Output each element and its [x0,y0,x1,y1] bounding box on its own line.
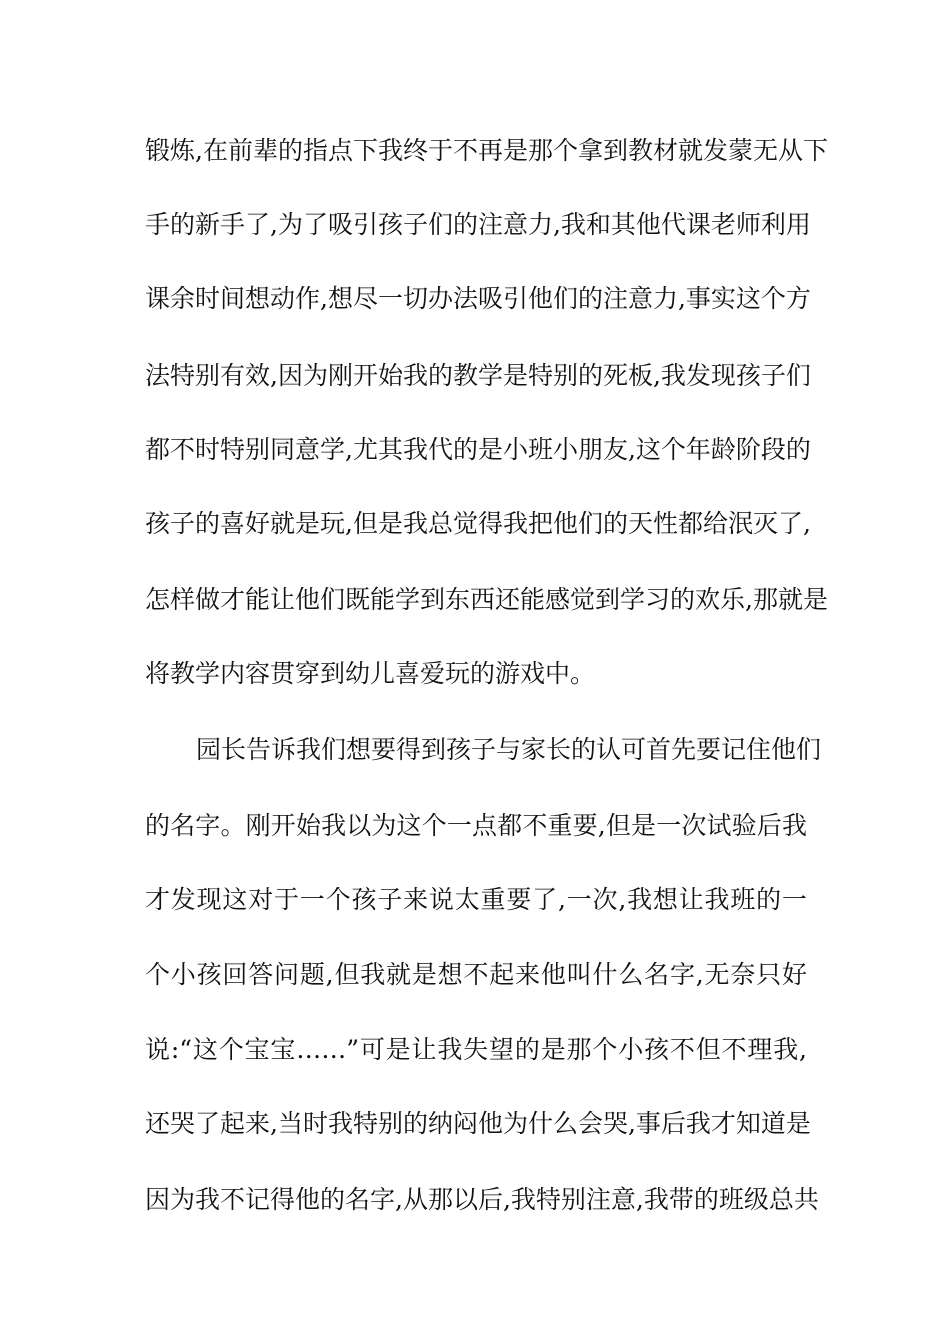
text-line: 将教学内容贯穿到幼儿喜爱玩的游戏中。 [145,659,596,688]
text-line: 怎样做才能让他们既能学到东西还能感觉到学习的欢乐,那就是 [145,585,828,614]
text-line: 因为我不记得他的名字,从那以后,我特别注意,我带的班级总共 [145,1185,819,1214]
paragraph-first-line: 园长告诉我们想要得到孩子与家长的认可首先要记住他们 [196,735,822,764]
text-line: 孩子的喜好就是玩,但是我总觉得我把他们的天性都给泯灭了, [145,509,811,538]
text-line: 手的新手了,为了吸引孩子们的注意力,我和其他代课老师利用 [145,210,811,239]
text-line: 课余时间想动作,想尽一切办法吸引他们的注意力,事实这个方 [145,284,811,313]
text-line: 个小孩回答问题,但我就是想不起来他叫什么名字,无奈只好 [145,960,807,989]
text-line: 说:“这个宝宝……”可是让我失望的是那个小孩不但不理我, [145,1035,807,1064]
text-line: 锻炼,在前辈的指点下我终于不再是那个拿到教材就发蒙无从下 [145,136,828,165]
text-line: 才发现这对于一个孩子来说太重要了,一次,我想让我班的一 [145,885,807,914]
text-line: 还哭了起来,当时我特别的纳闷他为什么会哭,事后我才知道是 [145,1109,811,1138]
text-line: 法特别有效,因为刚开始我的教学是特别的死板,我发现孩子们 [145,361,811,390]
text-line: 的名字。刚开始我以为这个一点都不重要,但是一次试验后我 [145,811,807,840]
text-line: 都不时特别同意学,尤其我代的是小班小朋友,这个年龄阶段的 [145,435,811,464]
